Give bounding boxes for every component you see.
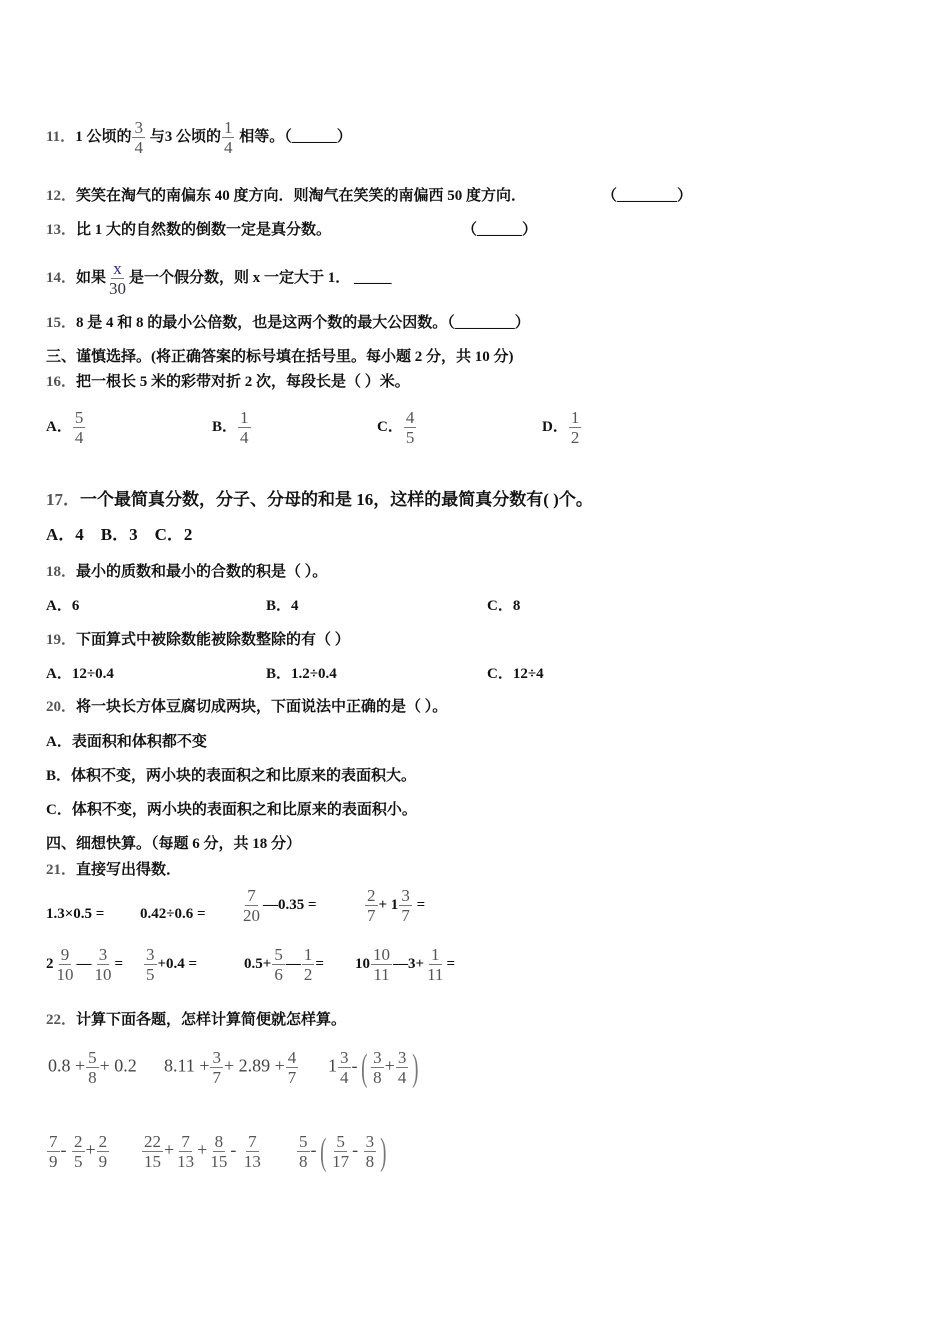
denominator: 11 — [427, 965, 444, 984]
option-a[interactable] — [46, 408, 86, 447]
denominator: 8 — [373, 1068, 382, 1087]
fraction — [142, 1132, 163, 1171]
numerator: 1 — [570, 408, 580, 427]
text: = — [114, 955, 124, 972]
option-a[interactable]: A．6 — [46, 598, 80, 614]
text: + 1 — [378, 896, 399, 913]
numerator: 3 — [134, 118, 143, 137]
numerator: 8 — [214, 1132, 224, 1151]
fraction — [338, 1048, 351, 1087]
question-22 — [46, 1011, 346, 1029]
question-number: 21． — [46, 862, 77, 878]
text: = — [416, 896, 426, 913]
expression — [296, 1132, 390, 1171]
denominator: 13 — [243, 1152, 261, 1171]
numerator: 7 — [181, 1132, 190, 1151]
question-number: 12． — [46, 188, 77, 204]
denominator: 8 — [365, 1152, 375, 1171]
expression — [141, 1132, 264, 1171]
denominator: 10 — [94, 965, 112, 984]
denominator: 30 — [109, 279, 127, 298]
question-11 — [46, 118, 352, 157]
text: + — [85, 1139, 96, 1160]
fraction — [272, 945, 285, 984]
numerator: 5 — [336, 1132, 345, 1151]
numerator: 7 — [248, 1132, 257, 1151]
question-number: 11． — [46, 128, 76, 145]
expression — [46, 1132, 110, 1171]
fraction — [86, 1048, 99, 1087]
denominator: 9 — [98, 1152, 108, 1171]
answer-blank[interactable]: _____ — [354, 269, 392, 286]
denominator: 4 — [134, 138, 143, 157]
left-paren: ( — [360, 1046, 367, 1089]
denominator: 2 — [303, 965, 313, 984]
text: 0.5+ — [244, 955, 272, 972]
denominator: 4 — [397, 1068, 407, 1087]
section-3-heading: 三、谨慎选择。(将正确答案的标号填在括号里。每小题 2 分，共 10 分) — [46, 349, 514, 365]
numerator: 5 — [88, 1048, 97, 1067]
fraction — [222, 118, 235, 157]
fraction — [365, 886, 378, 925]
numerator: 10 — [373, 945, 390, 964]
fraction — [371, 1048, 384, 1087]
text: 8.11 + — [164, 1055, 210, 1076]
question-17 — [46, 491, 593, 509]
denominator: 8 — [299, 1152, 308, 1171]
question-number: 15． — [46, 315, 77, 331]
right-paren: ) — [412, 1046, 419, 1089]
numerator: 7 — [247, 886, 256, 905]
option-c[interactable] — [377, 408, 417, 447]
fraction — [364, 1132, 377, 1171]
denominator: 5 — [405, 428, 415, 447]
text: - — [60, 1139, 67, 1160]
fraction — [132, 118, 145, 157]
denominator: 4 — [240, 428, 249, 447]
denominator: 20 — [243, 906, 260, 925]
fraction — [241, 886, 262, 925]
numerator: 3 — [340, 1048, 349, 1067]
option-a[interactable]: A．12÷0.4 — [46, 666, 114, 682]
question-text: 计算下面各题，怎样计算简便就怎样算。 — [76, 1012, 347, 1028]
fraction — [73, 408, 86, 447]
denominator: 9 — [49, 1152, 58, 1171]
fraction — [399, 886, 412, 925]
numerator: 5 — [274, 945, 283, 964]
question-text: 比 1 大的自然数的倒数一定是真分数。 — [76, 222, 332, 238]
question-16 — [46, 373, 410, 391]
numerator: 2 — [74, 1132, 83, 1151]
answer-blank[interactable]: （______） — [462, 222, 538, 238]
calc-item — [244, 945, 324, 984]
denominator: 7 — [287, 1068, 297, 1087]
text: 0.8 + — [48, 1055, 86, 1076]
text: 是一个假分数，则 x 一定大于 1． — [129, 269, 351, 286]
denominator: 5 — [146, 965, 155, 984]
text: + 0.2 — [99, 1055, 137, 1076]
numerator: 2 — [98, 1132, 108, 1151]
question-number: 16． — [46, 374, 77, 390]
denominator: 15 — [144, 1152, 161, 1171]
question-number: 22． — [46, 1012, 77, 1028]
fraction — [208, 1132, 229, 1171]
fraction — [47, 1132, 60, 1171]
text: 1 — [328, 1055, 337, 1076]
question-number: 13． — [46, 222, 77, 238]
question-text: 笑笑在淘气的南偏东 40 度方向．则淘气在笑笑的南偏西 50 度方向． — [76, 188, 527, 204]
numerator: 3 — [212, 1048, 221, 1067]
question-text: 直接写出得数． — [76, 862, 182, 878]
option-label: D． — [542, 418, 568, 435]
text: - — [351, 1055, 358, 1076]
fraction — [404, 408, 417, 447]
option-d[interactable] — [542, 408, 582, 447]
fraction — [425, 945, 445, 984]
text: 与 — [149, 128, 165, 145]
question-21 — [46, 861, 181, 879]
fraction — [330, 1132, 351, 1171]
numerator: 3 — [98, 945, 108, 964]
fraction — [107, 259, 128, 298]
numerator: 2 — [367, 886, 376, 905]
calc-item — [143, 945, 197, 984]
question-12 — [46, 187, 693, 205]
question-number: 17． — [46, 490, 80, 509]
option-c[interactable]: C．8 — [487, 598, 521, 614]
text: +0.4 = — [157, 955, 198, 972]
question-text: 将一块长方体豆腐切成两块，下面说法中正确的是（ ）。 — [76, 699, 448, 715]
question-14 — [46, 259, 392, 298]
text: 公顷的 — [86, 128, 132, 145]
numerator: x — [113, 259, 122, 278]
text: + 2.89 + — [223, 1055, 285, 1076]
text: 2 — [46, 955, 54, 972]
text: 3 — [164, 128, 173, 145]
fraction — [210, 1048, 223, 1087]
denominator: 6 — [274, 965, 283, 984]
numerator: 7 — [49, 1132, 58, 1151]
option-label: A． — [46, 418, 72, 435]
denominator: 10 — [56, 965, 74, 984]
denominator: 17 — [332, 1152, 350, 1171]
text: + — [164, 1139, 175, 1160]
denominator: 15 — [210, 1152, 228, 1171]
option-a[interactable]: A．表面积和体积都不变 — [46, 734, 207, 750]
right-paren: ) — [380, 1130, 387, 1173]
text: = — [315, 955, 324, 972]
options[interactable]: A．4 B．3 C．2 — [46, 525, 193, 544]
option-b[interactable]: B．4 — [266, 598, 299, 614]
question-number: 18． — [46, 564, 77, 580]
numerator: 3 — [146, 945, 155, 964]
numerator: 9 — [60, 945, 70, 964]
question-15 — [46, 314, 530, 332]
fraction — [238, 408, 251, 447]
numerator: 3 — [401, 886, 410, 905]
question-number: 19． — [46, 632, 77, 648]
question-text: 最小的质数和最小的合数的积是（ ）。 — [76, 564, 328, 580]
denominator: 7 — [367, 906, 376, 925]
question-text: 一个最简真分数，分子、分母的和是 16，这样的最简真分数有( )个。 — [80, 490, 593, 509]
fraction — [144, 945, 157, 984]
option-label: C． — [377, 418, 403, 435]
question-text: 下面算式中被除数能被除数整除的有（ ） — [76, 632, 350, 648]
numerator: 1 — [223, 118, 233, 137]
option-b[interactable] — [212, 408, 252, 447]
option-b[interactable]: B．1.2÷0.4 — [266, 666, 337, 682]
numerator: 4 — [287, 1048, 297, 1067]
question-text: 把一根长 5 米的彩带对折 2 次，每段长是（ ）米。 — [76, 374, 410, 390]
denominator: 4 — [74, 428, 84, 447]
fraction — [97, 1132, 110, 1171]
text: + — [384, 1055, 395, 1076]
numerator: 5 — [74, 408, 84, 427]
text: 如果 — [76, 269, 107, 286]
fraction — [297, 1132, 310, 1171]
fraction — [396, 1048, 409, 1087]
fraction — [371, 945, 392, 984]
option-label: B． — [212, 418, 238, 435]
fraction — [286, 1048, 299, 1087]
numerator: 1 — [303, 945, 313, 964]
numerator: 3 — [365, 1132, 375, 1151]
text: - — [310, 1139, 317, 1160]
text: 1 — [75, 128, 83, 145]
numerator: 1 — [431, 945, 440, 964]
numerator: 1 — [240, 408, 249, 427]
denominator: 7 — [212, 1068, 221, 1087]
calc-item — [46, 945, 123, 984]
text: = — [446, 955, 455, 972]
numerator: 22 — [144, 1132, 161, 1151]
denominator: 7 — [401, 906, 410, 925]
text: — — [285, 955, 301, 972]
denominator: 8 — [88, 1068, 97, 1087]
text: - — [230, 1139, 237, 1160]
denominator: 2 — [570, 428, 580, 447]
option-c[interactable]: C．体积不变，两小块的表面积之和比原来的表面积小。 — [46, 802, 417, 818]
text: + — [197, 1139, 208, 1160]
text: 公顷的 — [175, 128, 221, 145]
denominator: 4 — [340, 1068, 349, 1087]
question-20 — [46, 698, 447, 716]
answer-blank[interactable]: （________） — [602, 188, 693, 204]
question-text: 8 是 4 和 8 的最小公倍数，也是这两个数的最大公因数。（________） — [76, 315, 530, 331]
fraction — [72, 1132, 85, 1171]
denominator: 5 — [74, 1152, 83, 1171]
calc-item — [355, 945, 455, 984]
numerator: 5 — [299, 1132, 308, 1151]
fraction — [55, 945, 76, 984]
question-19 — [46, 631, 350, 649]
fraction — [242, 1132, 263, 1171]
denominator: 4 — [223, 138, 233, 157]
text: —0.35 = — [263, 896, 317, 913]
left-paren: ( — [319, 1130, 326, 1173]
text: — — [76, 955, 92, 972]
numerator: 4 — [405, 408, 415, 427]
fraction — [175, 1132, 196, 1171]
text: —3+ — [393, 955, 425, 972]
option-c[interactable]: C．12÷4 — [487, 666, 544, 682]
question-18 — [46, 563, 327, 581]
text: 10 — [355, 955, 370, 972]
numerator: 3 — [373, 1048, 382, 1067]
denominator: 13 — [177, 1152, 195, 1171]
calc-item: 0.42÷0.6 = — [140, 906, 206, 922]
text: - — [352, 1139, 359, 1160]
question-number: 14． — [46, 269, 77, 286]
answer-blank[interactable]: 相等。（______） — [239, 128, 352, 145]
numerator: 3 — [397, 1048, 407, 1067]
denominator: 11 — [373, 965, 390, 984]
fraction — [93, 945, 114, 984]
expression — [164, 1048, 299, 1087]
expression — [48, 1048, 137, 1087]
calc-item — [240, 886, 317, 925]
calc-item: 1.3×0.5 = — [46, 906, 105, 922]
expression — [328, 1048, 422, 1087]
fraction — [302, 945, 315, 984]
fraction — [569, 408, 582, 447]
question-13 — [46, 221, 538, 239]
question-number: 20． — [46, 699, 77, 715]
option-b[interactable]: B．体积不变，两小块的表面积之和比原来的表面积大。 — [46, 768, 417, 784]
calc-item — [364, 886, 425, 925]
section-4-heading: 四、细想快算。（每题 6 分，共 18 分） — [46, 836, 302, 852]
